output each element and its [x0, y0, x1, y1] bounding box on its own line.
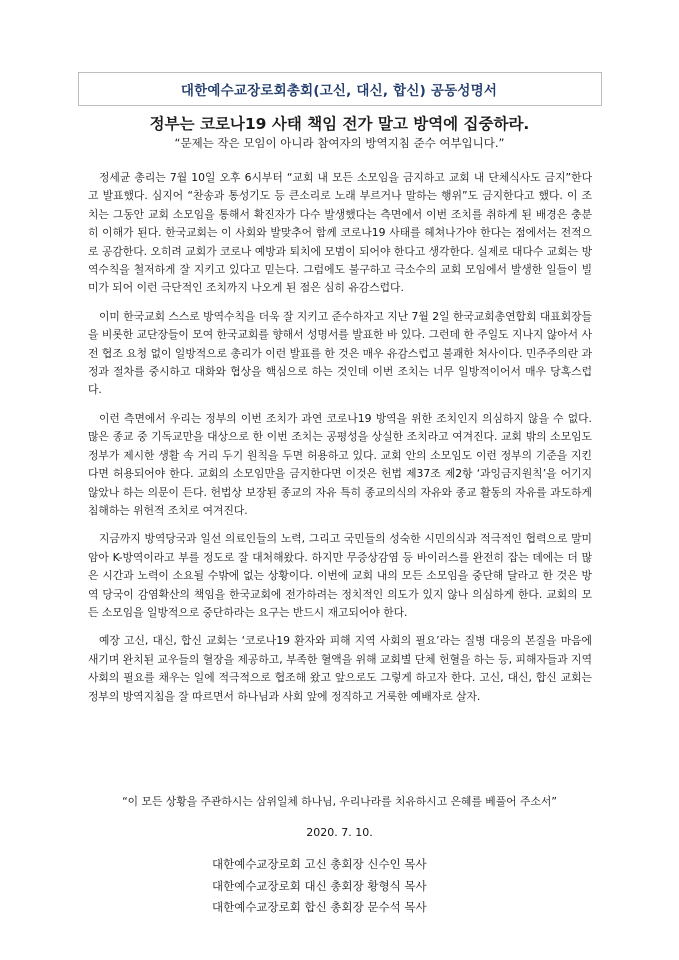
- signature-goshin: 대한예수교장로회 고신 총회장 신수인 목사: [212, 857, 427, 871]
- subheadline: “문제는 작은 모임이 아니라 참여자의 방역지침 준수 여부입니다.”: [174, 136, 505, 150]
- paragraph-2: 이미 한국교회 스스로 방역수칙을 더욱 잘 지키고 준수하자고 지난 7월 2일 한국교회총연합회 대표회장들을 비롯한 교단장들이 모여 한국교회를 향해서 성명서를 발표한 바 있다. 그런데 한 주일도 지나지 않아서 사전 협조 요청 없이 일방적으로 총리가 이런 발표를 한 것은 매우 유감스럽고 불괘한 처사이다. 민주주의란 과정과 절차를 중시하고 대화와 협상을 핵심으로 하는 것인데 이번 조치는 너무 일방적이어서 매우 당혹스럽다.: [88, 309, 592, 397]
- headline: 정부는 코로나19 사태 책임 전가 말고 방역에 집중하라.: [149, 115, 530, 133]
- paragraph-3: 이런 측면에서 우리는 정부의 이번 조치가 과연 코로나19 방역을 위한 조치인지 의심하지 않을 수 없다. 많은 종교 중 기독교만을 대상으로 한 이번 조치는 공평성을 상실한 조치라고 여겨진다. 교회 밖의 소모임도 정부가 제시한 생활 속 거리 두기 원칙을 두면 허용하고 있다. 교회 안의 소모임도 이런 정부의 기준을 지킨다면 허용되어야 한다. 교회의 소모임만을 금지한다면 이것은 헌법 제37조 제2항 ‘과잉금지원칙’을 어기지 않았나 하는 의문이 든다. 헌법상 보장된 종교의 자유 특히 종교의식의 자유와 종교 활동의 자유를 과도하게 침해하는 위헌적 조치로 여겨진다.: [88, 411, 592, 517]
- paragraph-4: 지금까지 방역당국과 일선 의료인들의 노력, 그리고 국민들의 성숙한 시민의식과 적극적인 협력으로 말미암아 K-방역이라고 부를 정도로 잘 대처해왔다. 하지만 무증상감염 등 바이러스를 완전히 잡는 데에는 더 많은 시간과 노력이 소요될 수밖에 없는 상황이다. 이번에 교회 내의 모든 소모임을 중단해 달라고 한 것은 방역 당국이 감염확산의 책임을 한국교회에 전가하려는 정치적인 의도가 있지 않나 의심하게 한다. 교회의 모든 소모임을 일방적으로 중단하라는 요구는 반드시 재고되어야 한다.: [88, 532, 592, 619]
- signature-hapshin: 대한예수교장로회 합신 총회장 문수석 목사: [212, 900, 427, 914]
- paragraph-5: 예장 고신, 대신, 합신 교회는 ‘코로나19 환자와 피해 지역 사회의 필요’라는 질병 대응의 본질을 마음에 새기며 완치된 교우들의 혈장을 제공하고, 부족한 혈액을 위해 교회별 단체 헌혈을 하는 등, 피해자들과 지역사회의 필요를 채우는 일에 적극적으로 협조해 왔고 앞으로도 그렇게 하고자 한다. 고신, 대신, 합신 교회는 정부의 방역지침을 잘 따르면서 하나님과 사회 앞에 정직하고 거룩한 예배자로 살자.: [88, 634, 592, 703]
- signature-block: [212, 854, 532, 919]
- closing-prayer: “이 모든 상황을 주관하시는 삼위일체 하나님, 우리나라를 치유하시고 은혜를 베풀어 주소서”: [122, 795, 557, 808]
- statement-date: 2020. 7. 10.: [306, 826, 373, 839]
- signature-daeshin: 대한예수교장로회 대신 총회장 황형식 목사: [212, 878, 427, 893]
- statement-body: [88, 169, 592, 716]
- org-title: 대한예수교장로회총회(고신, 대신, 합신) 공동성명서: [180, 83, 498, 99]
- paragraph-1: 정세균 총리는 7월 10일 오후 6시부터 “교회 내 모든 소모임을 금지하고 교회 내 단체식사도 금지”한다고 발표했다. 심지어 “찬송과 통성기도 등 큰소리로 노래 부르거나 말하는 행위”도 금지한다고 했다. 이 조치는 그동안 교회 소모임을 통해서 확진자가 다수 발생했다는 측면에서 이번 조치를 취하게 된 배경은 충분히 이해가 된다. 한국교회는 이 사회와 발맞추어 함께 코로나19 사태를 헤쳐나가야 한다는 점에서는 전적으로 공감한다. 오히려 교회가 코로나 예방과 퇴치에 모범이 되어야 한다고 생각한다. 실제로 대다수 교회는 방역수칙을 철저하게 잘 지키고 있다고 믿는다. 그럼에도 불구하고 극소수의 교회 모임에서 발생한 일들이 빌미가 되어 이런 극단적인 조치까지 나오게 된 점은 심히 유감스럽다.: [88, 171, 592, 295]
